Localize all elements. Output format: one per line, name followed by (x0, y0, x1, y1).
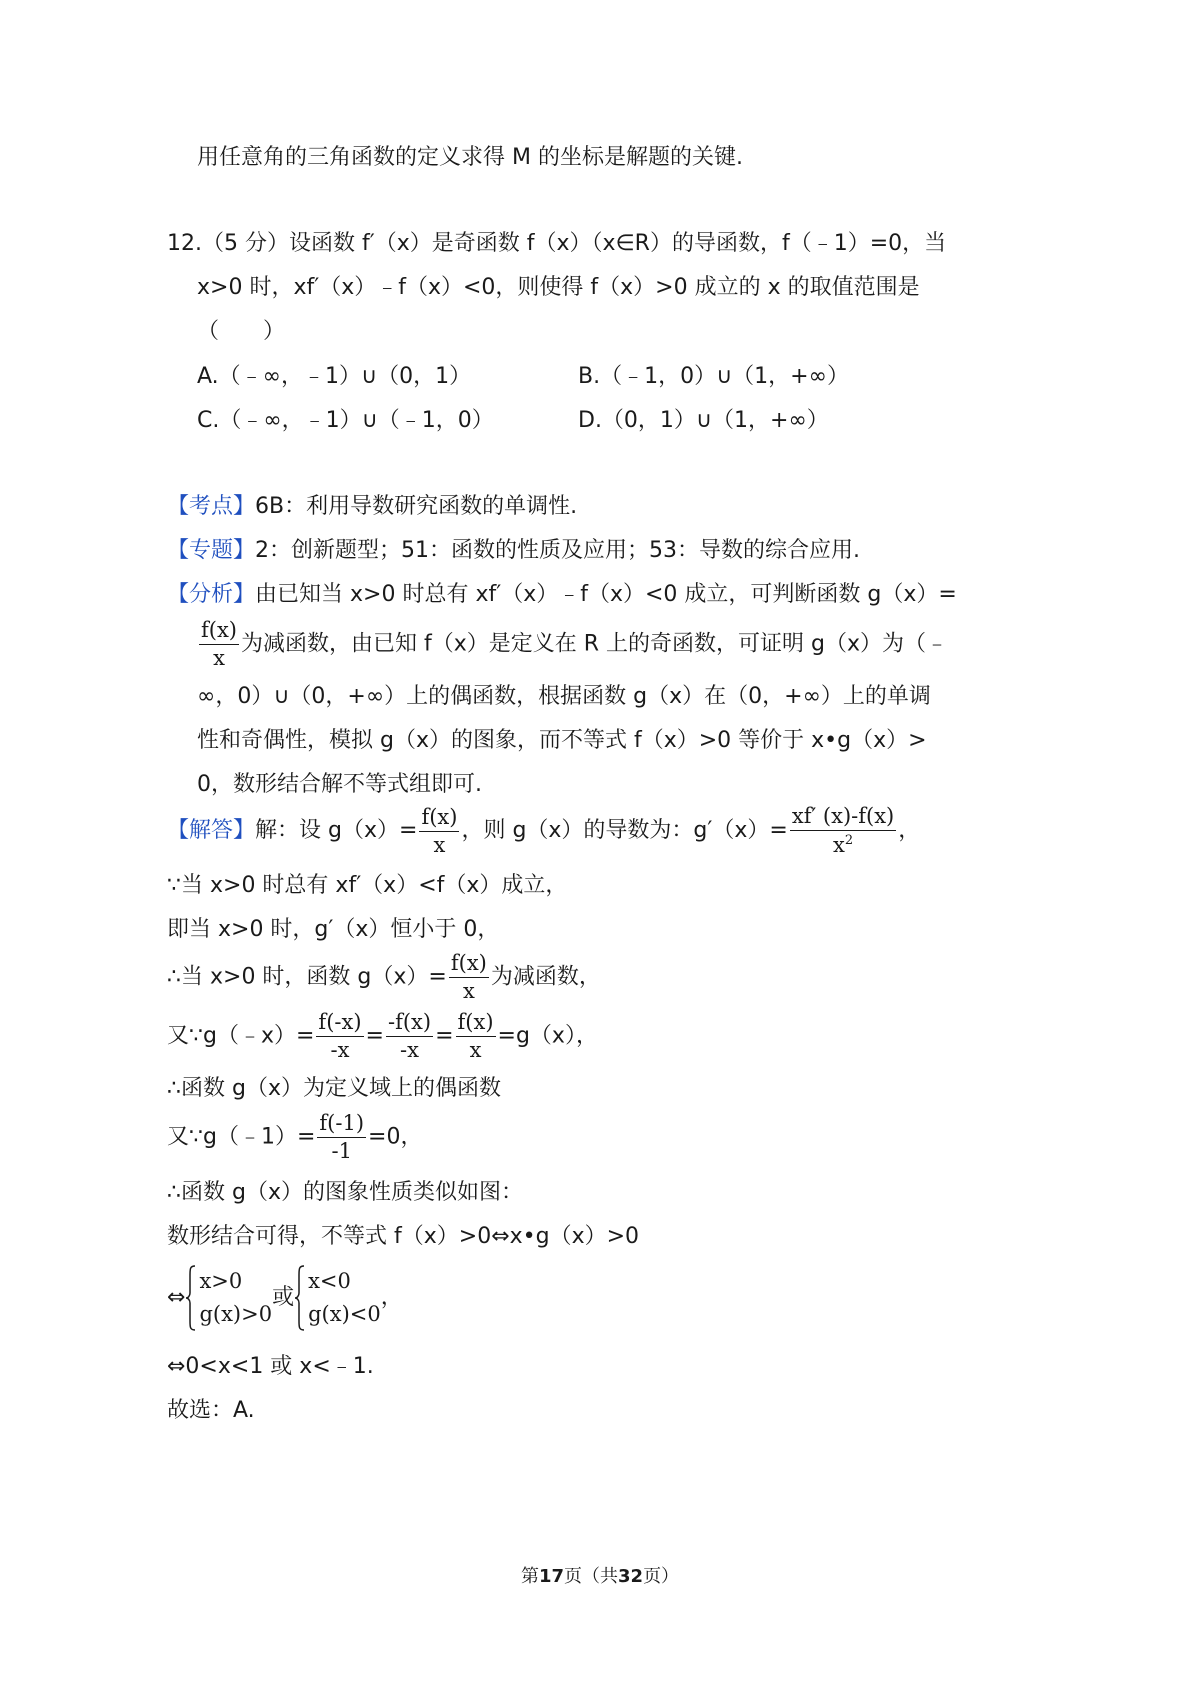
left-brace-icon (294, 1265, 305, 1331)
equals-sign: = (435, 1023, 454, 1049)
fraction-minus-fx-over-minus-x (386, 1012, 433, 1061)
jieda-line-4 (167, 953, 601, 1002)
denominator-exponent: 2 (844, 833, 854, 848)
jieda-line-10 (167, 1265, 403, 1331)
jieda-line-2: ∵当 x>0 时总有 xf′（x）<f（x）成立， (167, 873, 568, 898)
footer-middle: 页（共 (564, 1566, 618, 1587)
jieda-text-1c: ， (898, 818, 921, 843)
denominator-base: x (832, 833, 845, 857)
page-footer (0, 1562, 1200, 1588)
zhuanti-text: 2：创新题型；51：函数的性质及应用；53：导数的综合应用. (255, 538, 860, 563)
jieda-text-7a: 又∵g（﹣1）= (167, 1124, 316, 1150)
jieda-tag: 【解答】 (167, 818, 256, 843)
option-c: C.（﹣∞，﹣1）∪（﹣1，0） (197, 408, 494, 433)
kaodian-tag: 【考点】 (167, 494, 256, 519)
fraction-denominator (790, 831, 896, 856)
system-row: g(x)<0 (308, 1302, 381, 1326)
intro-line: 用任意角的三角函数的定义求得 M 的坐标是解题的关键. (197, 145, 743, 170)
fraction-fx-over-x (419, 804, 459, 857)
equivalence-arrow: ⇔ (167, 1285, 186, 1310)
jieda-line-11: ⇔0<x<1 或 x<﹣1. (167, 1354, 374, 1379)
jieda-text-5b: =g（x）， (497, 1023, 598, 1049)
fraction-fx-over-x (449, 953, 489, 1002)
jieda-text-5a: 又∵g（﹣x）= (167, 1023, 315, 1049)
footer-suffix: 页） (643, 1566, 680, 1587)
page-total: 32 (618, 1566, 644, 1587)
jieda-line-1 (167, 806, 920, 856)
kaodian-line (167, 491, 577, 523)
jieda-line-6: ∴函数 g（x）为定义域上的偶函数 (167, 1076, 501, 1101)
fraction-denominator: -1 (331, 1139, 352, 1163)
jieda-line-9: 数形结合可得，不等式 f（x）>0⇔x•g（x）>0 (167, 1224, 640, 1249)
system-row: g(x)>0 (199, 1302, 273, 1326)
inequality-system-2 (294, 1265, 381, 1331)
zhuanti-tag: 【专题】 (167, 538, 256, 563)
zhuanti-line (167, 535, 860, 567)
fraction-numerator: f(-x) (316, 1012, 363, 1037)
jieda-line-3: 即当 x>0 时，g′（x）恒小于 0， (167, 917, 500, 942)
jieda-line-7 (167, 1113, 422, 1162)
fenxi-line-5: 0，数形结合解不等式组即可. (197, 772, 482, 797)
fraction-denominator: -x (400, 1038, 419, 1062)
system-row: x>0 (199, 1269, 243, 1293)
fraction-derivative (790, 806, 896, 856)
fenxi-line-3: ∞，0）∪（0，+∞）上的偶函数，根据函数 g（x）在（0，+∞）上的单调 (197, 684, 931, 709)
question-line-1 (167, 228, 946, 260)
fraction-f-minus-1-over-minus-1 (317, 1113, 366, 1162)
left-brace-icon (185, 1265, 196, 1331)
fraction-denominator: x (462, 979, 475, 1003)
jieda-text-4b: 为减函数， (490, 964, 601, 990)
fenxi-line-2 (197, 620, 948, 669)
fraction-denominator: x (469, 1038, 482, 1062)
jieda-text-1b: ，则 g（x）的导数为：g′（x）= (461, 818, 788, 843)
fraction-denominator: x (433, 832, 446, 857)
jieda-text-1a: 解：设 g（x）= (255, 818, 418, 843)
fraction-numerator: -f(x) (386, 1012, 433, 1037)
option-d: D.（0，1）∪（1，+∞） (578, 408, 829, 433)
fraction-fx-over-x (456, 1012, 496, 1061)
option-a: A.（﹣∞，﹣1）∪（0，1） (197, 364, 472, 389)
option-b: B.（﹣1，0）∪（1，+∞） (578, 364, 849, 389)
jieda-text-7b: =0， (368, 1124, 423, 1150)
page-number: 17 (538, 1566, 564, 1587)
system-row: x<0 (308, 1269, 351, 1293)
fenxi-line-4: 性和奇偶性，模拟 g（x）的图象，而不等式 f（x）>0 等价于 x•g（x）> (197, 728, 927, 753)
question-number: 12. (167, 231, 202, 256)
fraction-numerator: f(x) (456, 1012, 496, 1037)
fraction-numerator: xf′ (x)-f(x) (790, 806, 896, 831)
jieda-line-12: 故选：A. (167, 1398, 255, 1423)
fraction-numerator: f(x) (419, 807, 459, 832)
fraction-numerator: f(-1) (317, 1113, 366, 1138)
fenxi-text-1: 由已知当 x>0 时总有 xf′（x）﹣f（x）<0 成立，可判断函数 g（x）= (255, 582, 957, 607)
jieda-line-8: ∴函数 g（x）的图象性质类似如图： (167, 1180, 523, 1205)
fraction-denominator: x (213, 646, 225, 670)
question-line-3: （ ） (197, 319, 286, 344)
fraction-fx-over-x (199, 620, 239, 669)
footer-prefix: 第 (520, 1566, 539, 1587)
inequality-system-1 (185, 1265, 272, 1331)
equals-sign: = (365, 1023, 384, 1049)
question-stem-1: （5 分）设函数 f′（x）是奇函数 f（x）（x∈R）的导函数，f（﹣1）=0，当 (202, 231, 947, 256)
trailing-comma: ， (380, 1285, 403, 1310)
jieda-line-5 (167, 1012, 598, 1061)
or-word: 或 (272, 1285, 295, 1310)
jieda-text-4a: ∴当 x>0 时，函数 g（x）= (167, 964, 447, 990)
fenxi-line-1 (167, 579, 957, 611)
fraction-numerator: f(x) (199, 620, 239, 645)
kaodian-text: 6B：利用导数研究函数的单调性. (255, 494, 578, 519)
fenxi-tag: 【分析】 (167, 582, 256, 607)
question-line-2: x>0 时，xf′（x）﹣f（x）<0，则使得 f（x）>0 成立的 x 的取值范围是 (197, 275, 920, 300)
fenxi-text-2: 为减函数，由已知 f（x）是定义在 R 上的奇函数，可证明 g（x）为（﹣ (241, 631, 949, 657)
fraction-denominator: -x (330, 1038, 350, 1062)
fraction-f-minus-x-over-minus-x (316, 1012, 363, 1061)
fraction-numerator: f(x) (449, 953, 489, 978)
